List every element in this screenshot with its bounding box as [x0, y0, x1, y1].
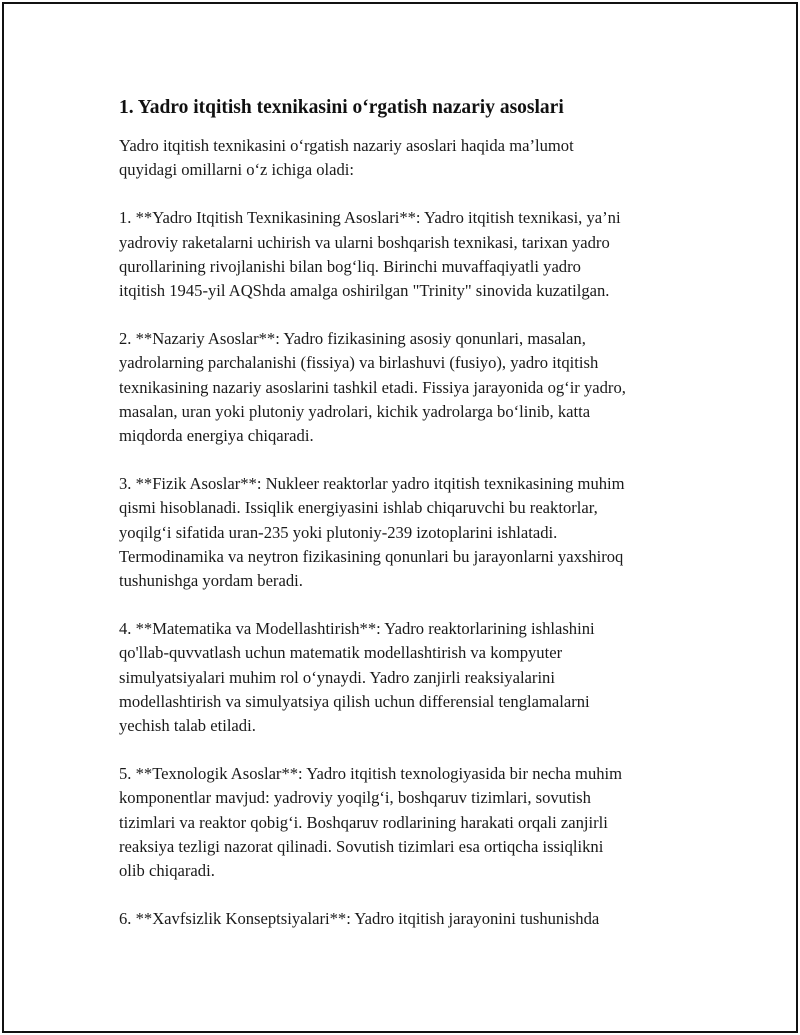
- document-page: [2, 2, 798, 1033]
- paragraph-3: 3. **Fizik Asoslar**: Nukleer reaktorlar yadro itqitish texnikasining muhim qismi hisoblanadi. Issiqlik energiyasini ishlab chiqaruvchi bu reaktorlar, yoqilg‘i sifatida uran-235 yoki plutoniy-239 izotoplarini ishlatadi. Termodinamika va neytron fizikasining qonunlari bu jarayonlarni yaxshiroq tushunishga yordam beradi.: [119, 474, 625, 591]
- paragraph-4: 4. **Matematika va Modellashtirish**: Yadro reaktorlarining ishlashini qo'llab-quvvatlash uchun matematik modellashtirish va kompyuter simulyatsiyalari muhim rol o‘ynaydi. Yadro zanjirli reaksiyalarini modellashtirish va simulyatsiya qilish uchun differensial tenglamalarni yechish talab etiladi.: [119, 619, 595, 736]
- intro-paragraph: Yadro itqitish texnikasini o‘rgatish nazariy asoslari haqida ma’lumot quyidagi omillarni o‘z ichiga oladi:: [119, 136, 574, 180]
- document-body: [119, 94, 699, 931]
- paragraph-2: 2. **Nazariy Asoslar**: Yadro fizikasining asosiy qonunlari, masalan, yadrolarning parchalanishi (fissiya) va birlashuvi (fusiyo), yadro itqitish texnikasining nazariy asoslarini tashkil etadi. Fissiya jarayonida og‘ir yadro, masalan, uran yoki plutoniy yadrolari, kichik yadrolarga bo‘linib, katta miqdorda energiya chiqaradi.: [119, 329, 626, 446]
- paragraph-5: 5. **Texnologik Asoslar**: Yadro itqitish texnologiyasida bir necha muhim komponentlar mavjud: yadroviy yoqilg‘i, boshqaruv tizimlari, sovutish tizimlari va reaktor qobig‘i. Boshqaruv rodlarining harakati orqali zanjirli reaksiya tezligi nazorat qilinadi. Sovutish tizimlari esa ortiqcha issiqlikni olib chiqaradi.: [119, 764, 623, 881]
- document-title: 1. Yadro itqitish texnikasini o‘rgatish nazariy asoslari: [119, 97, 564, 118]
- paragraph-1: 1. **Yadro Itqitish Texnikasining Asoslari**: Yadro itqitish texnikasi, ya’ni yadroviy raketalarni uchirish va ularni boshqarish texnikasi, tarixan yadro qurollarining rivojlanishi bilan bog‘liq. Birinchi muvaffaqiyatli yadro itqitish 1945-yil AQShda amalga oshirilgan "Trinity" sinovida kuzatilgan.: [119, 208, 621, 301]
- paragraph-6: 6. **Xavfsizlik Konseptsiyalari**: Yadro itqitish jarayonini tushunishda: [119, 909, 600, 929]
